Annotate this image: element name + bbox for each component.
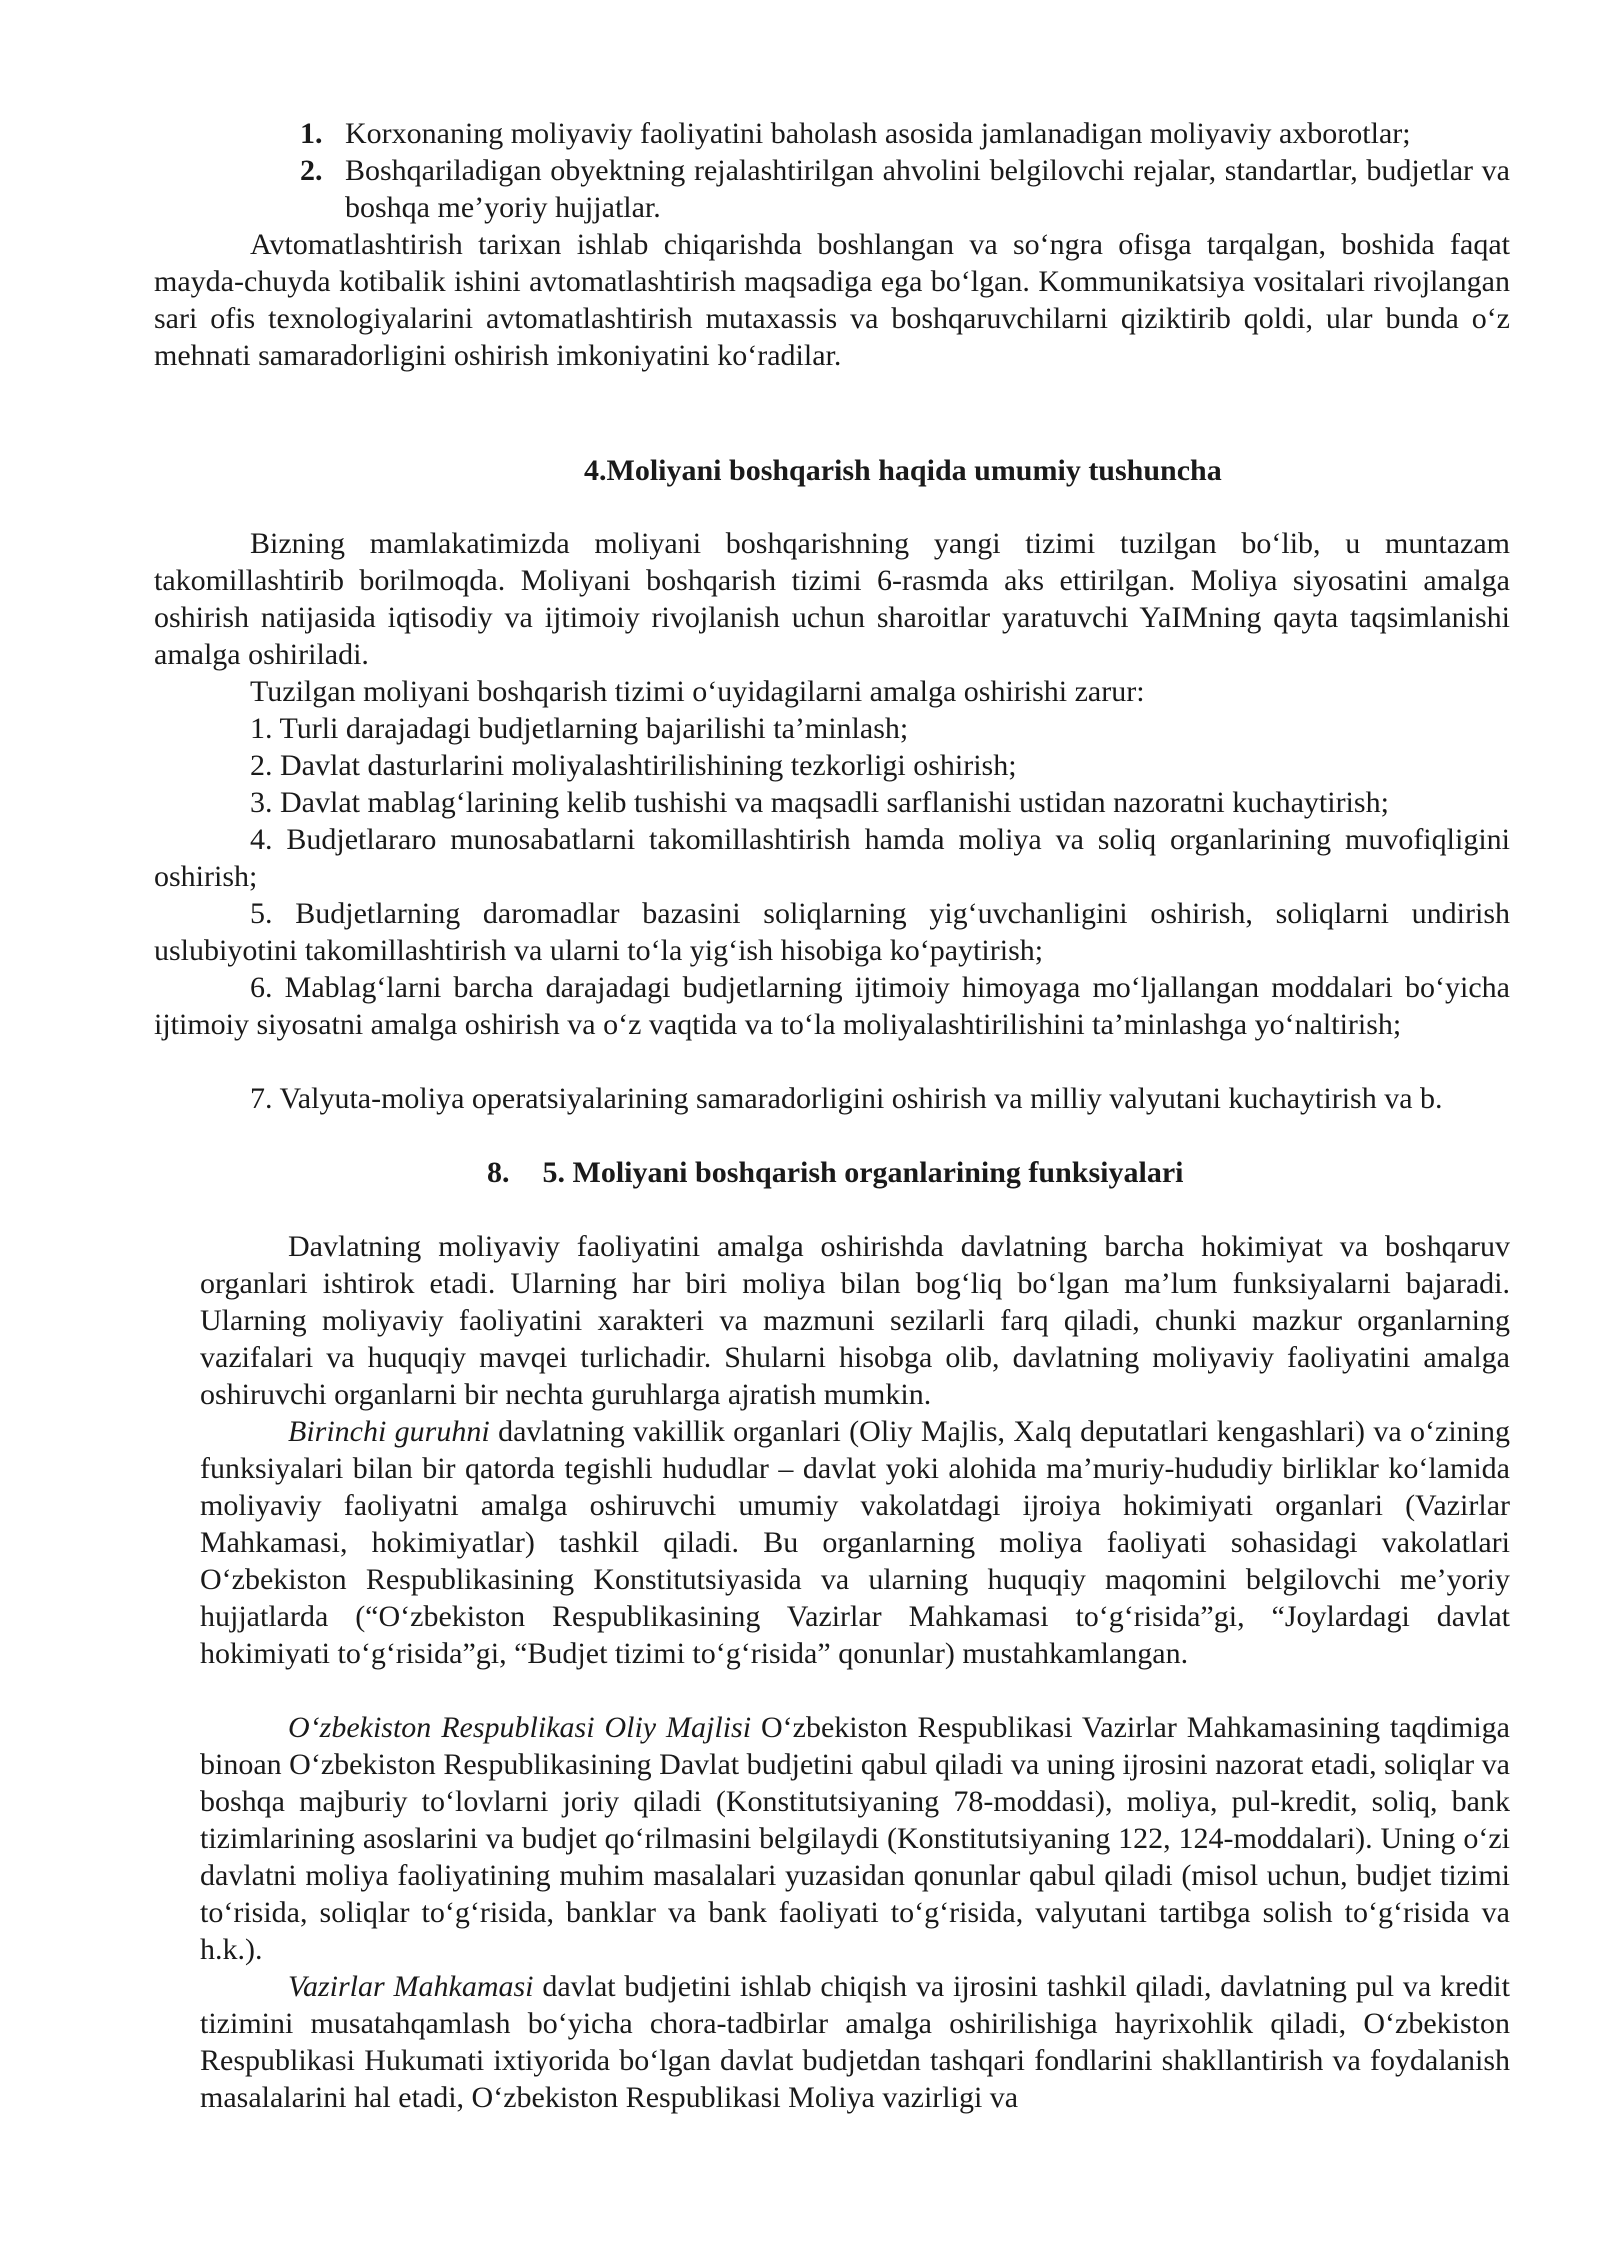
paragraph-system: Bizning mamlakatimizda moliyani boshqarishning yangi tizimi tuzilgan bo‘lib, u muntazam takomillashtirib borilmoqda. Moliyani boshqarish tizimi 6-rasmda aks ettirilgan. Moliya siyosatini amalga oshirish natijasida iqtisodiy va ijtimoiy rivojlanish uchun sharoitlar yaratuvchi YaIMning qayta taqsimlanishi amalga oshiriladi.	[154, 527, 1510, 671]
list-text: Korxonaning moliyaviy faoliyatini baholash asosida jamlanadigan moliyaviy axborotlar;	[345, 117, 1411, 150]
section-heading-4: 4.Moliyani boshqarish haqida umumiy tushuncha	[584, 454, 1222, 487]
list-item	[300, 152, 1510, 226]
task-item: 2. Davlat dasturlarini moliyalashtirilishining tezkorligi oshirish;	[250, 749, 1017, 782]
heading-number: 8.	[487, 1156, 510, 1189]
list-text: Boshqariladigan obyektning rejalashtirilgan ahvolini belgilovchi rejalar, standartlar, budjetlar va boshqa me’yoriy hujjatlar.	[345, 154, 1510, 224]
paragraph-text: davlatning vakillik organlari (Oliy Majlis, Xalq deputatlari kengashlari) va o‘zining funksiyalari bilan bir qatorda tegishli hududlar – davlat yoki alohida ma’muriy-hududiy birliklar ko‘lamida moliyaviy faoliyatni amalga oshiruvchi umumiy vakolatdagi ijroiya hokimiyati organlari (Vazirlar Mahkamasi, hokimiyatlar) tashkil qiladi. Bu organlarning moliya faoliyati sohasidagi vakolatlari O‘zbekiston Respublikasining Konstitutsiyasida va ularning huquqiy maqomini belgilovchi me’yoriy hujjatlarda (“O‘zbekiston Respublikasining Vazirlar Mahkamasi to‘g‘risida”gi, “Joylardagi davlat hokimiyati to‘g‘risida”gi, “Budjet tizimi to‘g‘risida” qonunlar) mustahkamlangan.	[200, 1415, 1510, 1670]
tasks-intro: Tuzilgan moliyani boshqarish tizimi o‘uyidagilarni amalga oshirishi zarur:	[250, 675, 1145, 708]
paragraph-organs: Davlatning moliyaviy faoliyatini amalga oshirishda davlatning barcha hokimiyat va boshqaruv organlari ishtirok etadi. Ularning har biri moliya bilan bog‘liq bo‘lgan ma’lum funksiyalarni bajaradi. Ularning moliyaviy faoliyatini xarakteri va mazmuni sezilarli farq qiladi, chunki mazkur organlarning vazifalari va huquqiy mavqei turlichadir. Shularni hisobga olib, davlatning moliyaviy faoliyatini amalga oshiruvchi organlarni bir nechta guruhlarga ajratish mumkin.	[200, 1230, 1510, 1411]
task-item: 4. Budjetlararo munosabatlarni takomillashtirish hamda moliya va soliq organlarining muvofiqligini oshirish;	[154, 823, 1510, 893]
intro-list	[300, 115, 1510, 226]
italic-lead: O‘zbekiston Respublikasi Oliy Majlisi	[288, 1711, 752, 1744]
italic-lead: Vazirlar Mahkamasi	[288, 1970, 534, 2003]
paragraph-oliy-majlis	[200, 1709, 1510, 1968]
task-item: 1. Turli darajadagi budjetlarning bajarilishi ta’minlash;	[250, 712, 909, 745]
paragraph-automation: Avtomatlashtirish tarixan ishlab chiqarishda boshlangan va so‘ngra ofisga tarqalgan, boshida faqat mayda-chuyda kotibalik ishini avtomatlashtirish maqsadiga ega bo‘lgan. Kommunikatsiya vositalari rivojlangan sari ofis texnologiyalarini avtomatlashtirish mutaxassis va boshqaruvchilarni qiziktirib qoldi, ular bunda o‘z mehnati samaradorligini oshirish imkoniyatini ko‘radilar.	[154, 228, 1510, 372]
section-heading-5	[487, 1154, 1183, 1191]
paragraph-vazirlar	[200, 1968, 1510, 2116]
task-item: 5. Budjetlarning daromadlar bazasini soliqlarning yig‘uvchanligini oshirish, soliqlarni undirish uslubiyotini takomillashtirish va ularni to‘la yig‘ish hisobiga ko‘paytirish;	[154, 897, 1510, 967]
task-item: 6. Mablag‘larni barcha darajadagi budjetlarning ijtimoiy himoyaga mo‘ljallangan moddalari bo‘yicha ijtimoiy siyosatni amalga oshirish va o‘z vaqtida va to‘la moliyalashtirilishini ta’minlashga yo‘naltirish;	[154, 971, 1510, 1041]
paragraph-first-group	[200, 1413, 1510, 1672]
list-number: 2.	[300, 154, 323, 187]
paragraph-text: davlat budjetini ishlab chiqish va ijrosini tashkil qiladi, davlatning pul va kredit tizimini musatahqamlash bo‘yicha chora-tadbirlar amalga oshirilishiga hayrixohlik qiladi, O‘zbekiston Respublikasi Hukumati ixtiyorida bo‘lgan davlat budjetdan tashqari fondlarini shakllantirish va foydalanish masalalarini hal etadi, O‘zbekiston Respublikasi Moliya vazirligi va	[200, 1970, 1510, 2114]
task-item: 3. Davlat mablag‘larining kelib tushishi va maqsadli sarflanishi ustidan nazoratni kuchaytirish;	[250, 786, 1389, 819]
paragraph-text: O‘zbekiston Respublikasi Vazirlar Mahkamasining taqdimiga binoan O‘zbekiston Respublikasining Davlat budjetini qabul qiladi va uning ijrosini nazorat etadi, soliqlar va boshqa majburiy to‘lovlarni joriy qiladi (Konstitutsiyaning 78-moddasi), moliya, pul-kredit, soliq, bank tizimlarining asoslarini va budjet qo‘rilmasini belgilaydi (Konstitutsiyaning 122, 124-moddalari). Uning o‘zi davlatni moliya faoliyatining muhim masalalari yuzasidan qonunlar qabul qiladi (misol uchun, budjet tizimi to‘risida, soliqlar to‘g‘risida, banklar va bank faoliyati to‘g‘risida, valyutani tartibga solish to‘g‘risida va h.k.).	[200, 1711, 1510, 1966]
italic-lead: Birinchi guruhni	[288, 1415, 490, 1448]
list-number: 1.	[300, 117, 323, 150]
heading-text: 5. Moliyani boshqarish organlarining funksiyalari	[542, 1156, 1184, 1189]
task-item: 7. Valyuta-moliya operatsiyalarining samaradorligini oshirish va milliy valyutani kuchaytirish va b.	[250, 1082, 1443, 1115]
list-item	[300, 115, 1510, 152]
